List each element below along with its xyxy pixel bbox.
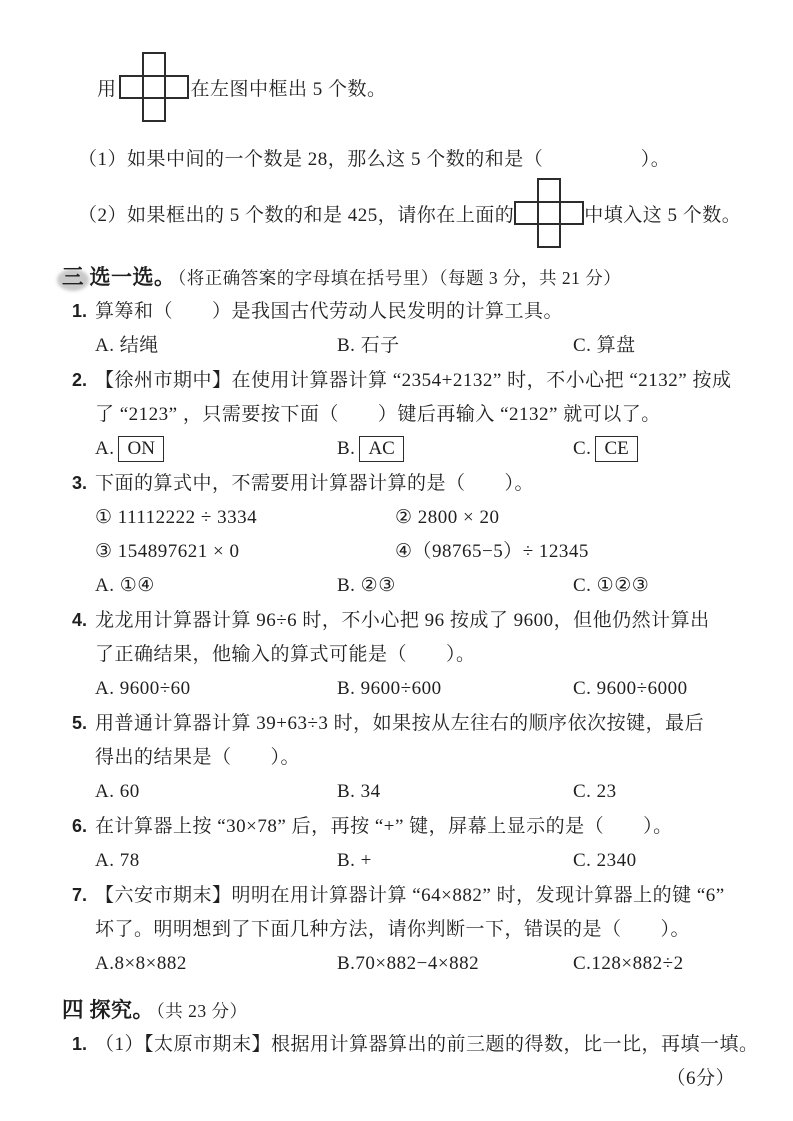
intro-prefix: 用 xyxy=(97,78,117,100)
section-3-note: （将正确答案的字母填在括号里）（每题 3 分，共 21 分） xyxy=(177,268,622,288)
option-c: C. 2340 xyxy=(573,850,637,871)
question-3-items xyxy=(0,501,793,569)
option-b: B. ②③ xyxy=(337,575,396,596)
option-c: C. ①②③ xyxy=(573,575,650,596)
section-3-title: 选一选。 xyxy=(89,265,176,289)
score-label: （6分） xyxy=(666,1068,735,1089)
item-3: ③ 154897621 × 0 xyxy=(95,541,240,562)
question-2-text-line-1: 【徐州市期中】在使用计算器计算 “2354+2132” 时，不小心把 “2132” 按成 xyxy=(95,370,732,391)
calculator-key-ac: AC xyxy=(359,436,403,462)
sub-question-2-before: （2）如果框出的 5 个数的和是 425，请你在上面的 xyxy=(78,204,515,226)
option-a xyxy=(95,432,337,466)
question-1-number: 1. xyxy=(72,301,88,321)
calculator-key-on: ON xyxy=(118,436,163,462)
question-5-text-line-1: 用普通计算器计算 39+63÷3 时，如果按从左往右的顺序依次按键，最后 xyxy=(95,713,705,734)
section-4-note: （共 23 分） xyxy=(156,1001,248,1021)
option-b: B. 石子 xyxy=(337,335,400,356)
question-4-text-line-2: 了正确结果，他输入的算式可能是（ ）。 xyxy=(95,644,476,665)
question-5 xyxy=(0,706,793,741)
question-6-number: 6. xyxy=(72,816,88,836)
sub-question-2 xyxy=(0,178,793,248)
intro-suffix: 在左图中框出 5 个数。 xyxy=(190,78,387,100)
sub-question-1: （1）如果中间的一个数是 28，那么这 5 个数的和是（ ）。 xyxy=(78,149,671,170)
question-7-text-line-2: 坏了。明明想到了下面几种方法，请你判断一下，错误的是（ ）。 xyxy=(95,919,691,940)
question-4 xyxy=(0,603,793,638)
cross-frame-diagram-2 xyxy=(514,178,584,248)
question-1-text: 算筹和（ ）是我国古代劳动人民发明的计算工具。 xyxy=(95,301,564,322)
item-1: ① 11112222 ÷ 3334 xyxy=(95,507,258,528)
question-4-options xyxy=(0,672,793,706)
option-b: B. 34 xyxy=(337,781,381,802)
option-c: C. 算盘 xyxy=(573,335,636,356)
question-2 xyxy=(0,363,793,398)
option-c: C. 9600÷6000 xyxy=(573,678,688,699)
section-4-number: 四 xyxy=(62,998,84,1022)
section-4-title: 探究。 xyxy=(89,998,155,1022)
question-7-number: 7. xyxy=(72,885,88,905)
option-a: A. ①④ xyxy=(95,575,155,596)
option-b-label: B. xyxy=(337,438,356,459)
question-1 xyxy=(0,294,793,329)
sub-question-2-after: 中填入这 5 个数。 xyxy=(584,204,742,226)
option-b: B. 9600÷600 xyxy=(337,678,442,699)
question-2-text-line-2: 了 “2123” ，只需要按下面（ ）键后再输入 “2132” 就可以了。 xyxy=(95,404,661,425)
option-b: B.70×882−4×882 xyxy=(337,953,480,974)
option-a: A. 60 xyxy=(95,781,140,802)
question-3-options xyxy=(0,569,793,603)
question-3-text: 下面的算式中，不需要用计算器计算的是（ ）。 xyxy=(95,473,535,494)
question-3 xyxy=(0,466,793,501)
section-4-question-1-number: 1. xyxy=(72,1034,88,1054)
option-b: B. + xyxy=(337,850,372,871)
question-7 xyxy=(0,878,793,913)
option-c: C. 23 xyxy=(573,781,617,802)
section-4-header xyxy=(0,995,793,1027)
option-a: A. 78 xyxy=(95,850,140,871)
question-5-text-line-2: 得出的结果是（ ）。 xyxy=(95,747,301,768)
cross-frame-diagram xyxy=(119,52,189,122)
question-6 xyxy=(0,809,793,844)
frame-instruction-row xyxy=(0,52,793,122)
question-3-number: 3. xyxy=(72,473,88,493)
option-c xyxy=(573,432,793,466)
question-6-text: 在计算器上按 “30×78” 后，再按 “+” 键，屏幕上显示的是（ ）。 xyxy=(95,816,673,837)
question-4-number: 4. xyxy=(72,610,88,630)
question-7-options xyxy=(0,947,793,981)
item-4: ④（98765−5）÷ 12345 xyxy=(395,541,589,562)
section-3-number: 三 xyxy=(62,262,84,292)
calculator-key-ce: CE xyxy=(595,436,637,462)
section-3-header xyxy=(0,262,793,294)
question-6-options xyxy=(0,844,793,878)
question-7-text-line-1: 【六安市期末】明明在用计算器计算 “64×882” 时，发现计算器上的键 “6” xyxy=(95,885,725,906)
question-2-number: 2. xyxy=(72,370,88,390)
item-2: ② 2800 × 20 xyxy=(395,507,500,528)
option-c-label: C. xyxy=(573,438,592,459)
question-5-number: 5. xyxy=(72,713,88,733)
question-4-text-line-1: 龙龙用计算器计算 96÷6 时，不小心把 96 按成了 9600，但他仍然计算出 xyxy=(95,610,710,631)
option-a: A. 9600÷60 xyxy=(95,678,191,699)
option-c: C.128×882÷2 xyxy=(573,953,684,974)
option-a: A.8×8×882 xyxy=(95,953,187,974)
section-4-question-1 xyxy=(0,1027,793,1062)
question-1-options xyxy=(0,329,793,363)
option-b xyxy=(337,432,573,466)
question-5-options xyxy=(0,775,793,809)
question-2-options xyxy=(0,432,793,466)
option-a: A. 结绳 xyxy=(95,335,159,356)
option-a-label: A. xyxy=(95,438,115,459)
section-4-question-1-text: （1）【太原市期末】根据用计算器算出的前三题的得数，比一比，再填一填。 xyxy=(95,1034,759,1055)
